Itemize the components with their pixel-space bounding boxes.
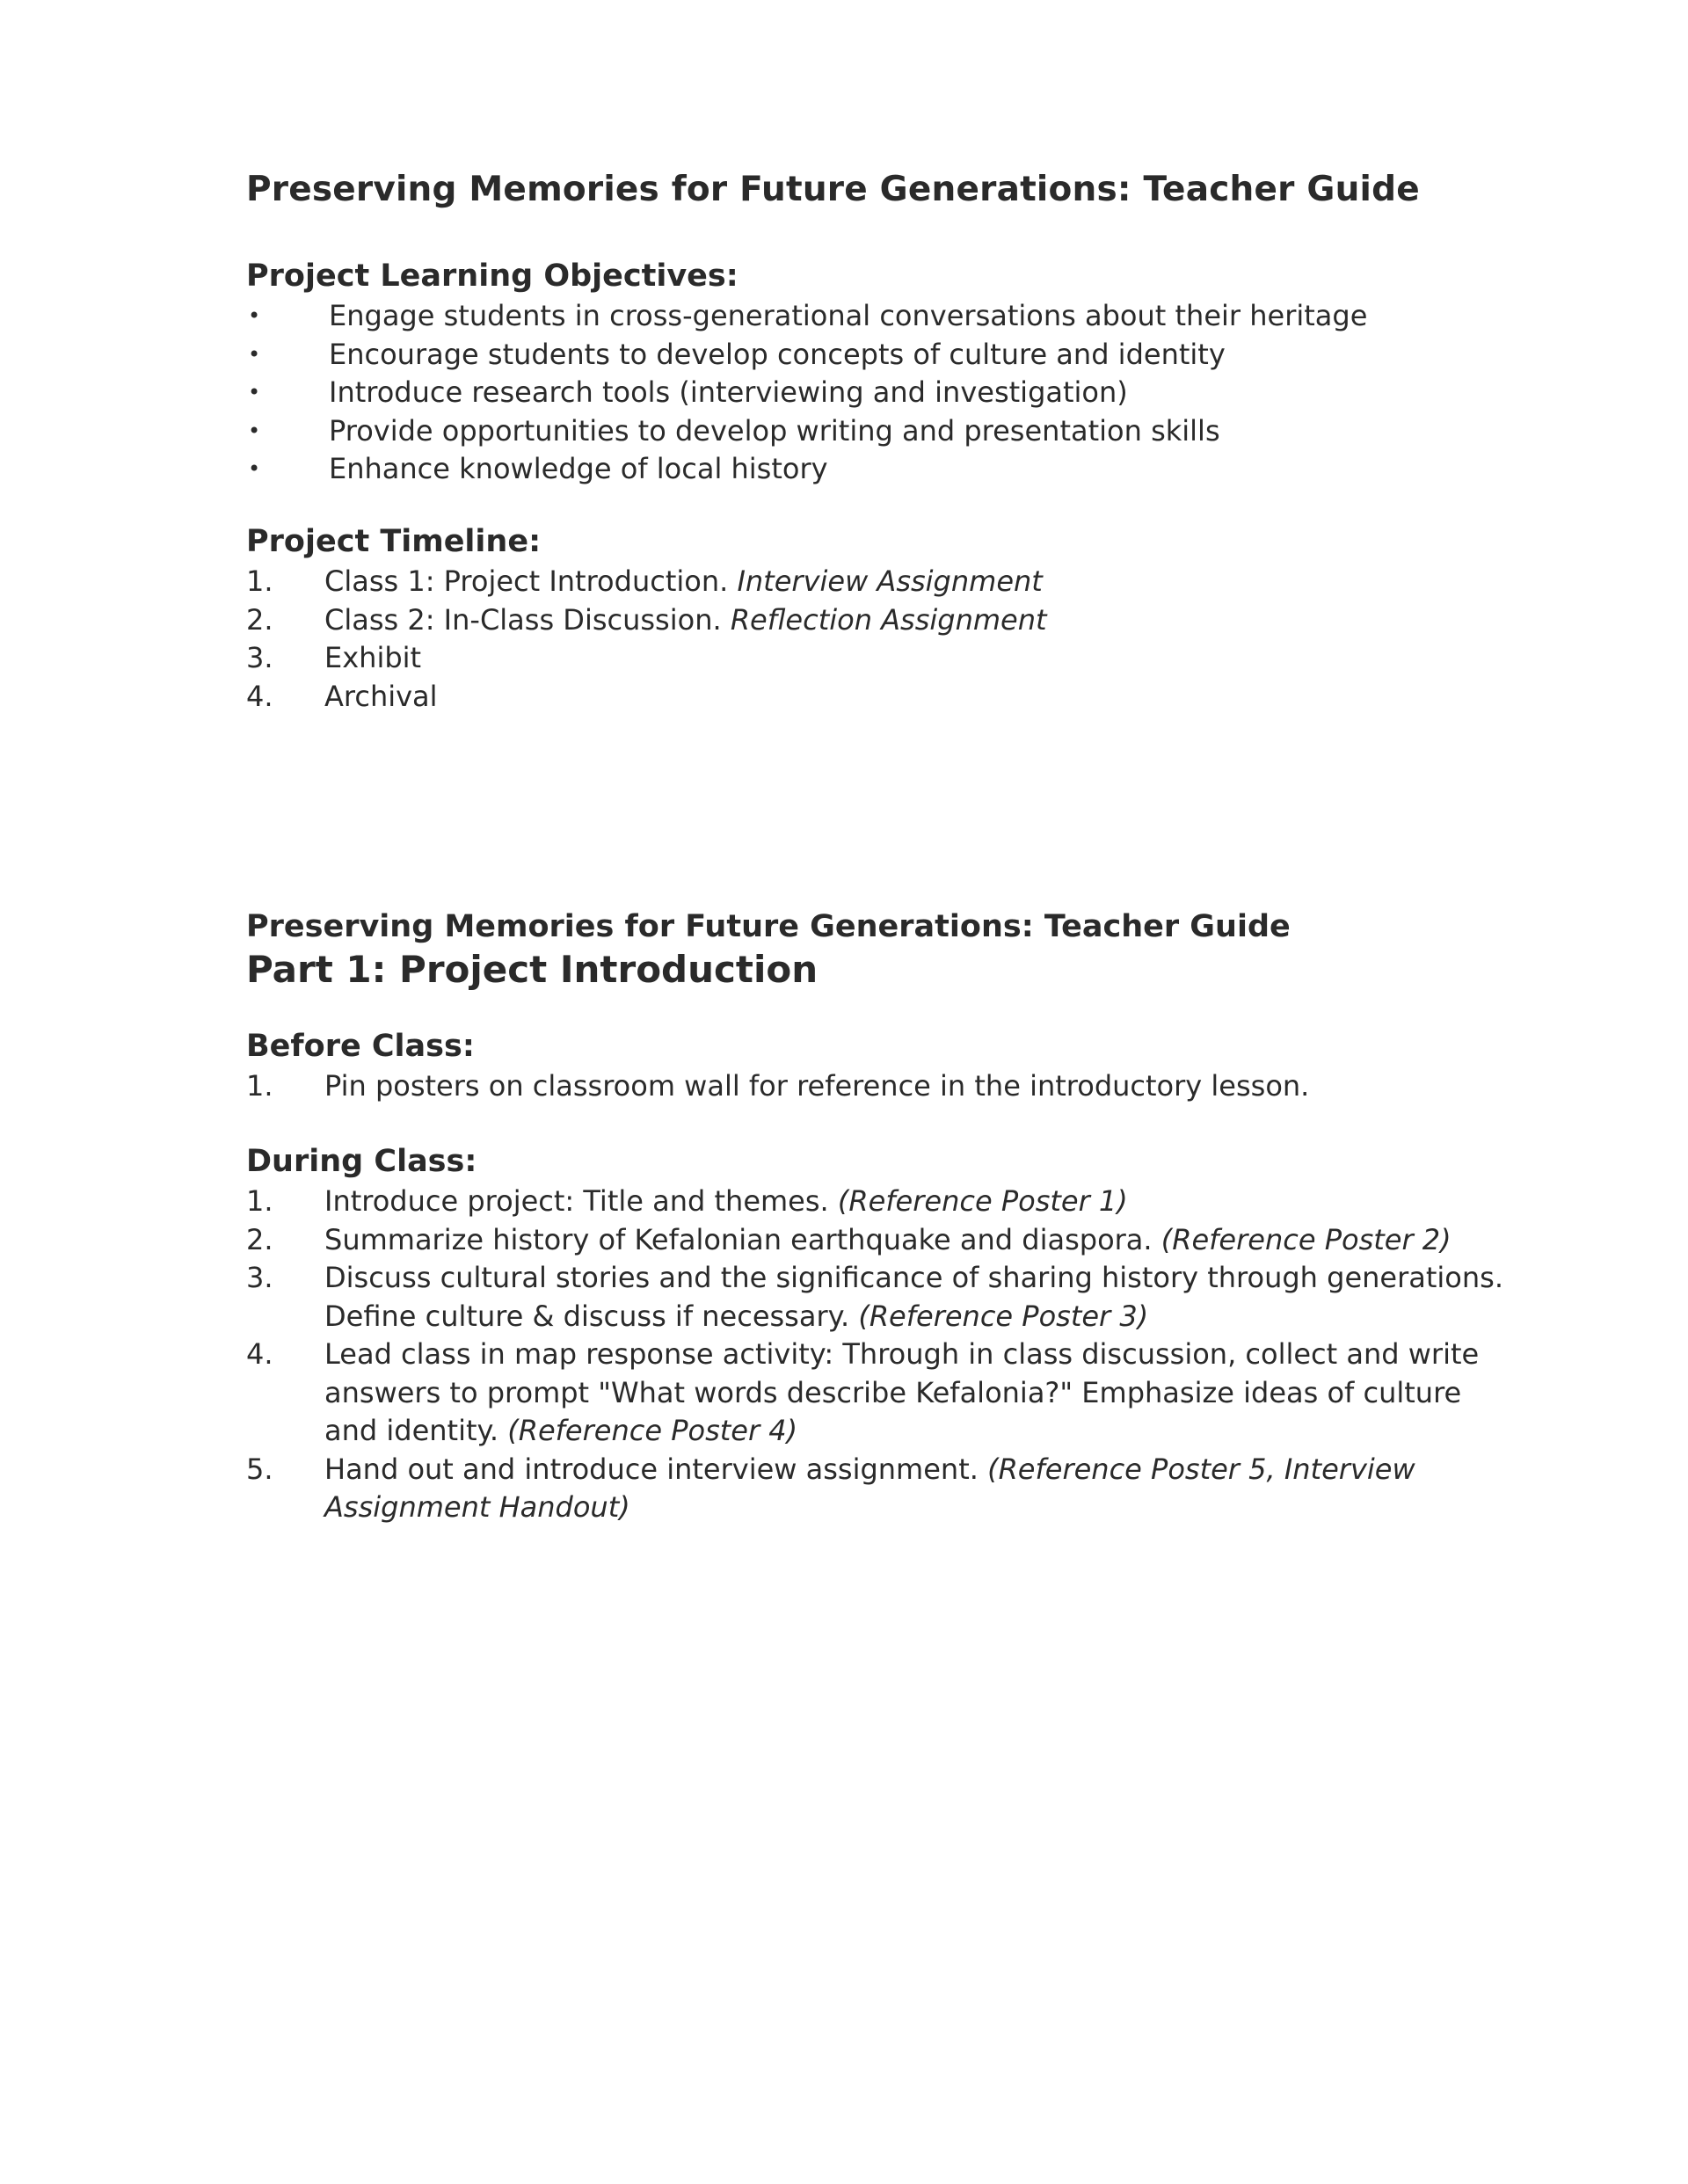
document-title: Preserving Memories for Future Generations: Teacher Guide [246, 170, 1420, 209]
objective-item: • Engage students in cross-generational conversations about their heritage [246, 297, 1367, 336]
part-title: Part 1: Project Introduction [246, 948, 819, 991]
before-class-heading: Before Class: [246, 1029, 475, 1064]
before-class-item: 1. Pin posters on classroom wall for reference in the introductory lesson. [246, 1069, 1310, 1103]
page2-title: Preserving Memories for Future Generations: Teacher Guide [246, 909, 1291, 944]
objectives-heading: Project Learning Objectives: [246, 258, 738, 294]
objectives-list [246, 297, 1367, 489]
bullet: • [248, 456, 261, 481]
during-class-item: 4. Lead class in map response activity: Through in class discussion, collect and write answers to prompt "What words describe Kefalonia?" Emphasize ideas of culture and identity. (Reference Poster 4) [246, 1337, 1480, 1447]
timeline-item: 3. Exhibit [246, 641, 422, 674]
during-class-item: 5. Hand out and introduce interview assignment. (Reference Poster 5, Interview Assignment Handout) [246, 1452, 1415, 1524]
timeline-item: 4. Archival [246, 679, 438, 713]
objective-item: • Introduce research tools (interviewing and investigation) [246, 374, 1367, 412]
objective-item: • Encourage students to develop concepts of culture and identity [246, 336, 1367, 375]
during-class-item: 1. Introduce project: Title and themes. (Reference Poster 1) [246, 1184, 1128, 1218]
during-class-list [246, 1183, 1503, 1527]
bullet: • [248, 341, 261, 367]
objective-item: • Enhance knowledge of local history [246, 450, 1367, 489]
timeline-item: 1. Class 1: Project Introduction. Interview Assignment [246, 564, 1043, 598]
before-class-list [246, 1067, 1309, 1106]
during-class-heading: During Class: [246, 1144, 477, 1179]
bullet: • [248, 380, 261, 404]
objective-item: • Provide opportunities to develop writing and presentation skills [246, 412, 1367, 451]
timeline-item: 2. Class 2: In-Class Discussion. Reflection Assignment [246, 602, 1047, 637]
timeline-list [246, 563, 1047, 716]
during-class-item: 3. Discuss cultural stories and the significance of sharing history through generations. Define culture & discuss if necessary. (Reference Poster 3) [246, 1261, 1503, 1333]
timeline-heading: Project Timeline: [246, 524, 542, 559]
bullet: • [248, 418, 261, 443]
bullet: • [248, 303, 261, 328]
during-class-item: 2. Summarize history of Kefalonian earthquake and diaspora. (Reference Poster 2) [246, 1222, 1452, 1256]
